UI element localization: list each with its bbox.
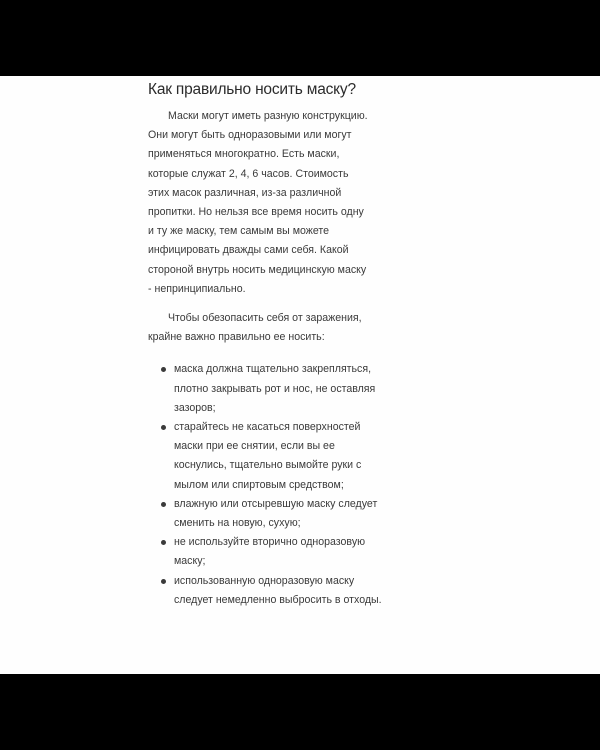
bullet-icon xyxy=(161,579,166,584)
rule-item xyxy=(161,572,386,610)
article xyxy=(148,76,388,610)
rules-intro-paragraph: Чтобы обезопасить себя от заражения, крайне важно правильно ее носить: xyxy=(148,312,362,344)
rules-list xyxy=(148,360,386,610)
rule-text: старайтесь не касаться поверхностей маски при ее снятии, если вы ее коснулись, тщательно вымойте руки с мылом или спиртовым средством; xyxy=(174,421,362,491)
bullet-icon xyxy=(161,367,166,372)
rule-text: влажную или отсыревшую маску следует сменить на новую, сухую; xyxy=(174,497,378,530)
rule-text: использованную одноразовую маску следует немедленно выбросить в отходы. xyxy=(174,574,382,606)
rule-item xyxy=(161,418,386,495)
article-title: Как правильно носить маску? xyxy=(148,81,356,98)
document-page xyxy=(0,76,600,674)
bullet-icon xyxy=(161,540,166,545)
intro-paragraph: Маски могут иметь разную конструкцию. Они могут быть одноразовыми или могут применяться многократно. Есть маски, которые служат 2, 4, 6 часов. Стоимость этих масок различная, из-за различной пропитки. Но нельзя все время носить одну и ту же маску, тем самым вы можете инфицировать дважды сами себя. Какой стороной внутрь носить медицинскую маску - непринципиально. xyxy=(148,110,368,295)
rule-text: не используйте вторично одноразовую маску; xyxy=(174,536,366,568)
rule-text: маска должна тщательно закрепляться, плотно закрывать рот и нос, не оставляя зазоров; xyxy=(174,363,376,414)
bullet-icon xyxy=(161,425,166,430)
rule-item xyxy=(161,495,386,533)
rule-item xyxy=(161,533,386,571)
bullet-icon xyxy=(161,502,166,507)
rule-item xyxy=(161,360,386,418)
